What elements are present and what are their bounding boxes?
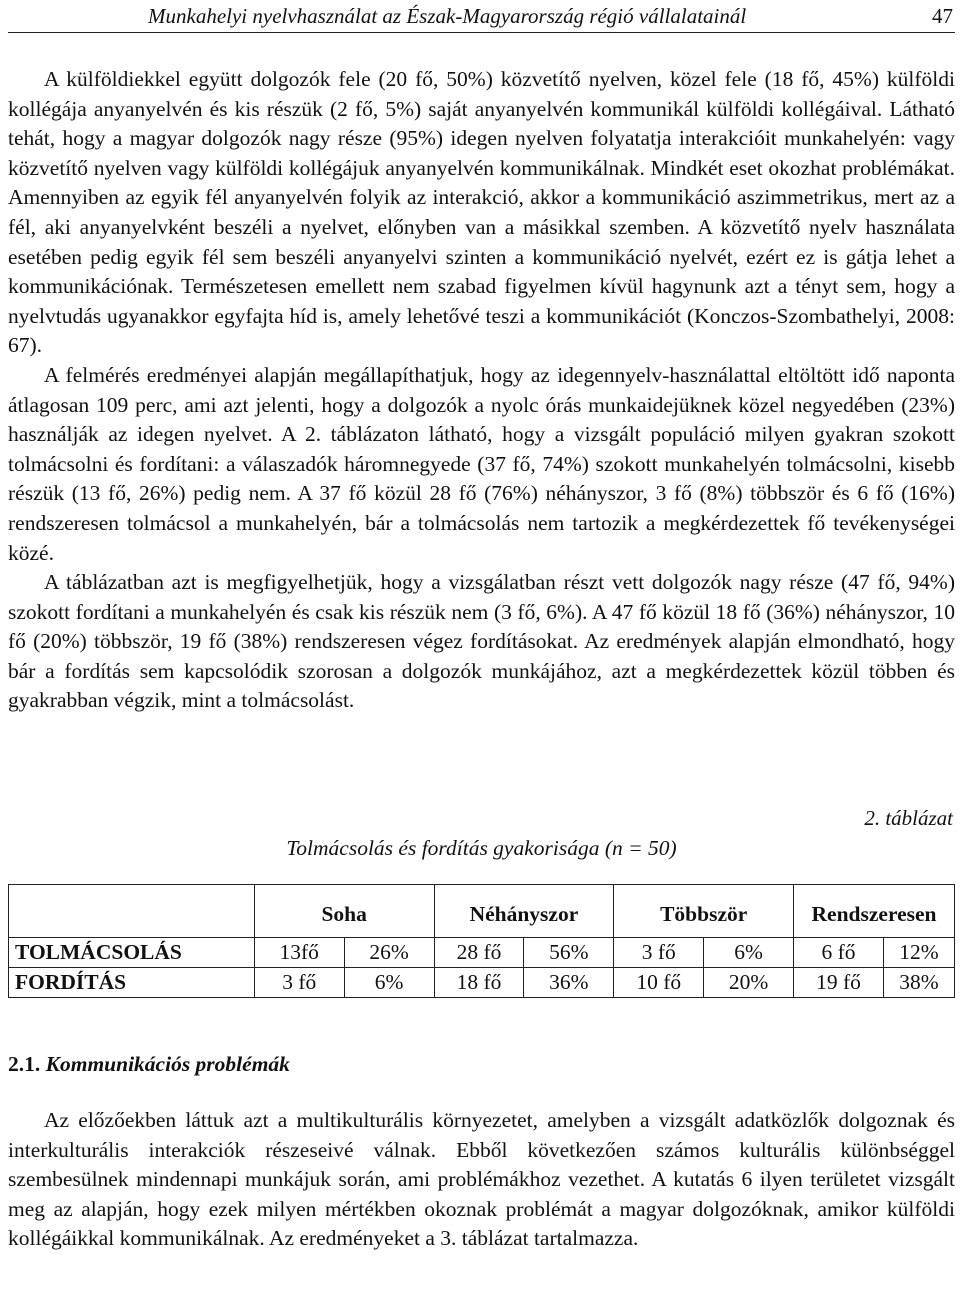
table-cell: 10 fő: [614, 968, 704, 998]
paragraph: A táblázatban azt is megfigyelhetjük, hogy a vizsgálatban részt vett dolgozók nagy része (47 fő, 94%) szokott fordítani a munkahelyén és csak kis részük nem (3 fő, 6%). A 47 fő közül 18 fő (36%) néhányszor, 10 fő (20%) többször, 19 fő (38%) rendszeresen végez fordításokat. Az eredmények alapján elmondható, hogy bár a fordítás sem kapcsolódik szorosan a dolgozók munkájához, azt a megkérdezettek közül többen és gyakrabban végzik, mint a tolmácsolást.: [8, 570, 955, 713]
table-row: [9, 968, 955, 998]
table-row: [9, 938, 955, 968]
table-header-cell: Néhányszor: [434, 885, 614, 938]
body-text-top: [8, 65, 955, 716]
table-cell: 56%: [524, 938, 614, 968]
table-cell: 36%: [524, 968, 614, 998]
table-header-row: [9, 885, 955, 938]
table-cell: 26%: [344, 938, 434, 968]
table-cell: 3 fő: [254, 968, 344, 998]
table-header-cell: Rendszeresen: [794, 885, 955, 938]
table-cell: 13fő: [254, 938, 344, 968]
frequency-table: [8, 884, 955, 998]
section-title: Kommunikációs problémák: [45, 1052, 290, 1076]
table-cell: 28 fő: [434, 938, 524, 968]
row-label: FORDÍTÁS: [9, 968, 255, 998]
table-label: 2. táblázat: [864, 806, 953, 830]
row-label: TOLMÁCSOLÁS: [9, 938, 255, 968]
paragraph: Az előzőekben láttuk azt a multikulturális környezetet, amelyben a vizsgált adatközlők dolgoznak és interkulturális interakciók részeseivé válnak. Ebből következően számos kulturális különbséggel szembesülnek mindennapi munkájuk során, ami problémákhoz vezethet. A kutatás 6 ilyen területet vizsgált meg az alapján, hogy ezek milyen mértékben okoznak problémát a magyar dolgozóknak, amikor külföldi kollégáikkal kommunikálnak. Az eredményeket a 3. táblázat tartalmazza.: [8, 1108, 955, 1251]
table-cell: 6 fő: [794, 938, 884, 968]
paragraph: A külföldiekkel együtt dolgozók fele (20 fő, 50%) közvetítő nyelven, közel fele (18 fő, 45%) külföldi kollégája anyanyelvén és kis részük (2 fő, 5%) saját anyanyelvén kommunikál külföldi kollégáival. Látható tehát, hogy a magyar dolgozók nagy része (95%) idegen nyelven folyatatja interakcióit munkahelyén: vagy közvetítő nyelven vagy külföldi kollégájuk anyanyelvén kommunikálnak. Mindkét eset okozhat problémákat. Amennyiben az egyik fél anyanyelvén folyik az interakció, akkor a kommunikáció aszimmetrikus, mert az a fél, aki anyanyelvként beszéli a nyelvet, előnyben van a másikkal szemben. A közvetítő nyelv használata esetében pedig egyik fél sem beszéli anyanyelvi szinten a kommunikáció nyelvét, ezért ez is gátja lehet a kommunikációnak. Természetesen emellett nem szabad figyelmen kívül hagynunk azt a tényt sem, hogy a nyelvtudás ugyanakkor egyfajta híd is, amely lehetővé teszi a kommunikációt (Konczos-Szombathelyi, 2008: 67).: [8, 67, 955, 358]
section-number: 2.1.: [8, 1052, 41, 1076]
table-cell: 19 fő: [794, 968, 884, 998]
table-cell: 12%: [883, 938, 954, 968]
table-cell: 20%: [704, 968, 794, 998]
paragraph: A felmérés eredményei alapján megállapíthatjuk, hogy az idegennyelv-használattal eltöltött idő naponta átlagosan 109 perc, ami azt jelenti, hogy a dolgozók a nyolc órás munkaidejüknek közel negyedében (23%) használják az idegen nyelvet. A 2. táblázaton látható, hogy a vizsgált populáció milyen gyakran szokott tolmácsolni és fordítani: a válaszadók háromnegyede (37 fő, 74%) szokott munkahelyén tolmácsolni, kisebb részük (13 fő, 26%) pedig nem. A 37 fő közül 28 fő (76%) néhányszor, 3 fő (8%) többször és 6 fő (16%) rendszeresen tolmácsol a munkahelyén, bár a tolmácsolás nem tartozik a megkérdezettek fő tevékenységei közé.: [8, 362, 955, 565]
section-heading: [8, 1052, 290, 1077]
running-header-title: Munkahelyi nyelvhasználat az Észak-Magyarország régió vállalatainál: [148, 4, 747, 28]
page-number: 47: [932, 4, 953, 28]
table-cell: 18 fő: [434, 968, 524, 998]
table-cell: 6%: [704, 938, 794, 968]
table-caption: Tolmácsolás és fordítás gyakorisága (n = 50): [286, 836, 677, 860]
table-cell: 38%: [883, 968, 954, 998]
table-cell: 6%: [344, 968, 434, 998]
running-header: [8, 2, 955, 33]
body-text-bottom: [8, 1106, 955, 1254]
table-header-corner: [9, 885, 255, 938]
table-header-cell: Többször: [614, 885, 794, 938]
table-cell: 3 fő: [614, 938, 704, 968]
table-header-cell: Soha: [254, 885, 434, 938]
